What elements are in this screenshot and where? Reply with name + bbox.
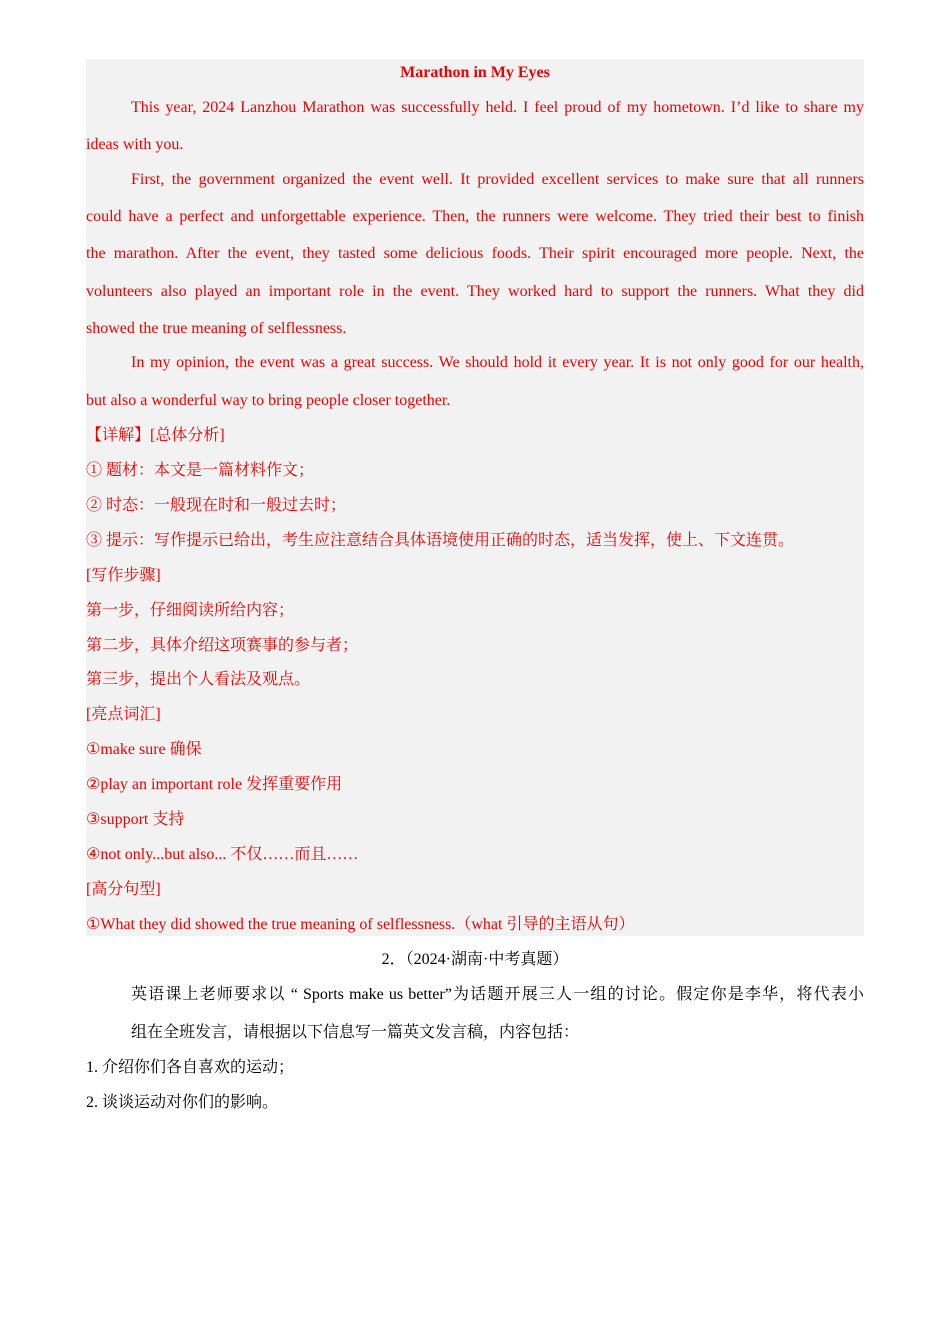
vocab-item-2: ②play an important role 发挥重要作用 bbox=[86, 776, 343, 793]
vocab-item-3: ③support 支持 bbox=[86, 811, 185, 828]
essay-paragraph-2-line-1: First, the government organized the event well. It provided excellent services to make sure that all runners bbox=[131, 171, 864, 188]
step-2: 第二步，具体介绍这项赛事的参与者； bbox=[86, 637, 359, 654]
question-2-point-2: 2. 谈谈运动对你们的影响。 bbox=[86, 1094, 279, 1111]
sentence-heading: [高分句型] bbox=[86, 881, 161, 898]
essay-paragraph-1-line-2: ideas with you. bbox=[86, 136, 184, 153]
essay-paragraph-1-line-1: This year, 2024 Lanzhou Marathon was successfully held. I feel proud of my hometown. I’d like to share my bbox=[131, 99, 864, 116]
vocab-item-1: ①make sure 确保 bbox=[86, 741, 202, 758]
vocab-heading: [亮点词汇] bbox=[86, 706, 161, 723]
question-2-prompt-line-1: 英语课上老师要求以 “ Sports make us better”为话题开展三人一组的讨论。假定你是李华，将代表小 bbox=[131, 986, 864, 1003]
question-2-prompt-line-2: 组在全班发言，请根据以下信息写一篇英文发言稿，内容包括： bbox=[131, 1024, 580, 1041]
vocab-item-4: ④not only...but also... 不仅……而且…… bbox=[86, 846, 359, 863]
question-2-point-1: 1. 介绍你们各自喜欢的运动； bbox=[86, 1059, 295, 1076]
analysis-item-hint: ③ 提示：写作提示已给出，考生应注意结合具体语境使用正确的时态，适当发挥，使上、下文连贯。 bbox=[86, 532, 795, 549]
essay-paragraph-2-line-5: showed the true meaning of selflessness. bbox=[86, 320, 347, 337]
essay-paragraph-2-line-4: volunteers also played an important role in the event. They worked hard to support the runners. What they did bbox=[86, 283, 864, 300]
essay-paragraph-3-line-2: but also a wonderful way to bring people closer together. bbox=[86, 392, 451, 409]
essay-paragraph-2-line-3: the marathon. After the event, they tasted some delicious foods. Their spirit encouraged more people. Next, the bbox=[86, 245, 864, 262]
sentence-item-1: ①What they did showed the true meaning of selflessness.（what 引导的主语从句） bbox=[86, 916, 635, 933]
step-3: 第三步，提出个人看法及观点。 bbox=[86, 671, 311, 688]
step-1: 第一步，仔细阅读所给内容； bbox=[86, 602, 295, 619]
essay-title: Marathon in My Eyes bbox=[400, 64, 550, 81]
analysis-item-topic: ① 题材：本文是一篇材料作文； bbox=[86, 462, 315, 479]
steps-heading: [写作步骤] bbox=[86, 567, 161, 584]
essay-paragraph-2-line-2: could have a perfect and unforgettable experience. Then, the runners were welcome. They tried their best to finish bbox=[86, 208, 864, 225]
analysis-heading: 【详解】[总体分析] bbox=[86, 427, 225, 444]
analysis-item-tense: ② 时态：一般现在时和一般过去时； bbox=[86, 497, 347, 514]
question-2-header: 2．（2024·湖南·中考真题） bbox=[381, 951, 569, 968]
essay-paragraph-3-line-1: In my opinion, the event was a great success. We should hold it every year. It is not only good for our health, bbox=[131, 354, 864, 371]
